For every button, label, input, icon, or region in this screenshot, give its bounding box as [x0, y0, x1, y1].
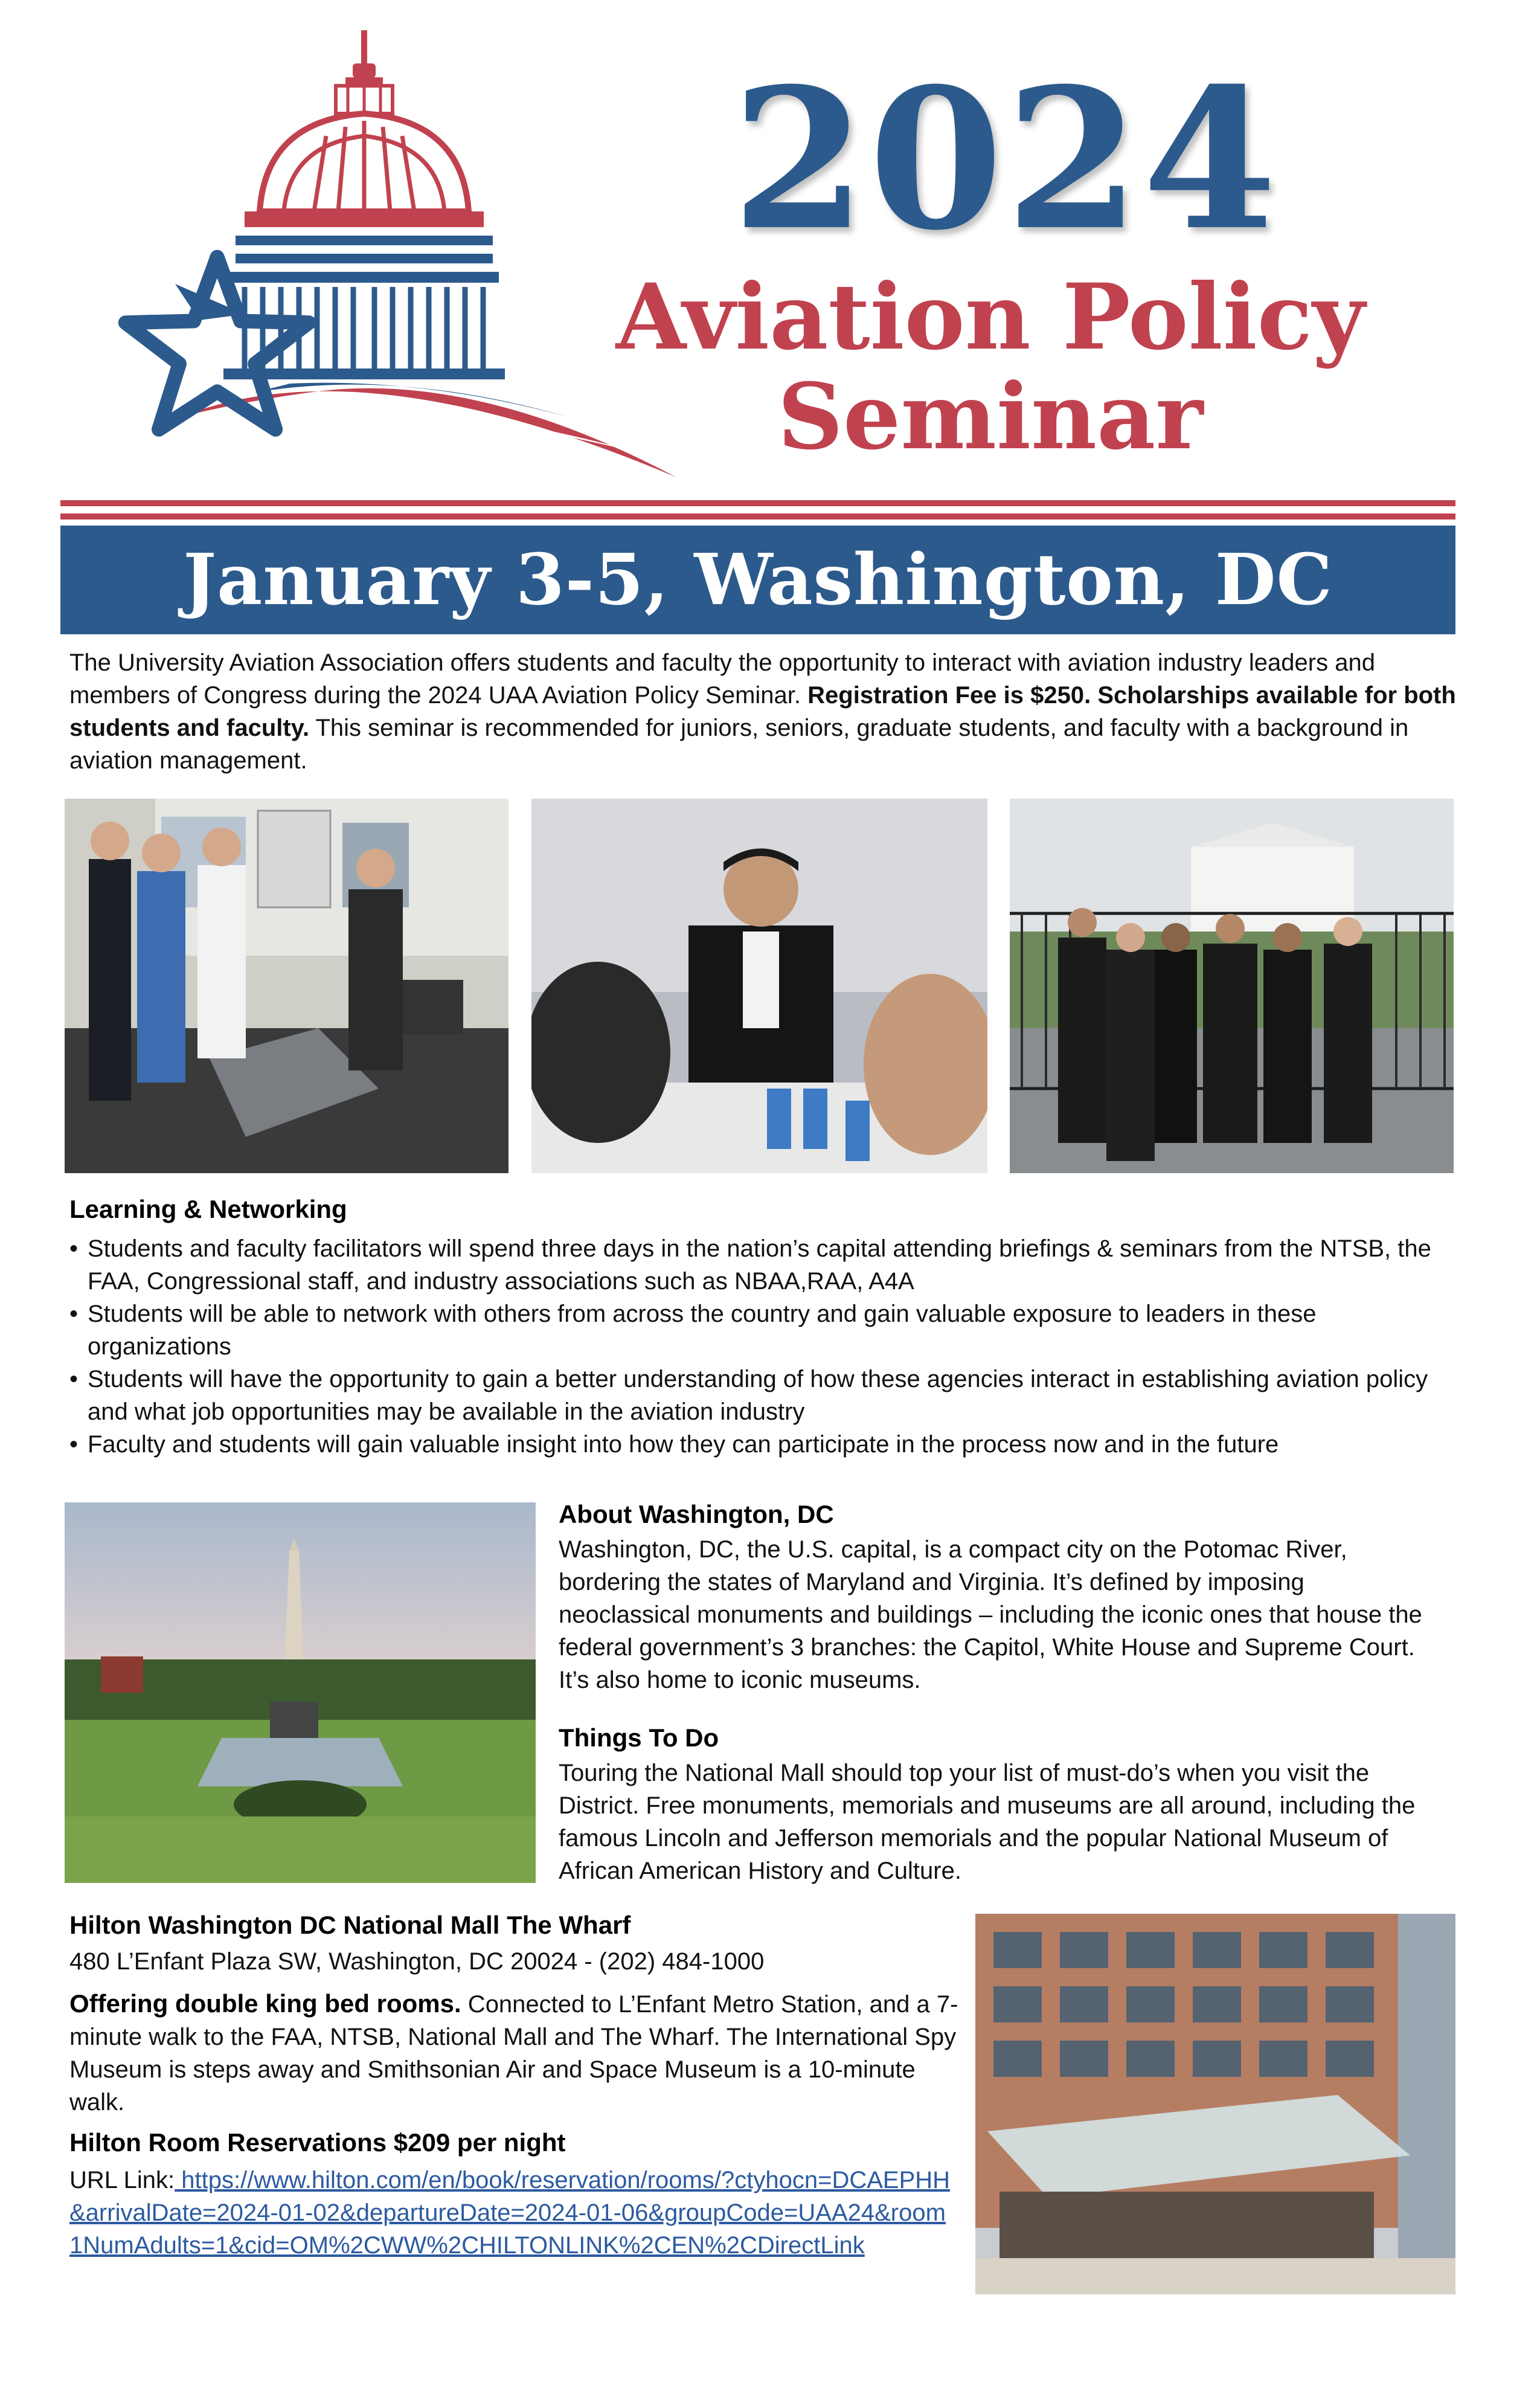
- about-paragraph: Washington, DC, the U.S. capital, is a compact city on the Potomac River, bordering the states of Maryland and Virginia. It’s defined by imposing neoclassical monuments and buildings – including the iconic ones that house the federal government’s 3 branches: the Capitol, White House and Supreme Court. It’s also home to iconic museums.: [559, 1536, 1422, 1693]
- learning-heading: Learning & Networking: [69, 1195, 347, 1223]
- photo-pilot-speaking: [531, 799, 987, 1173]
- event-title-line1: Aviation Policy: [615, 264, 1365, 370]
- photo-hilton-hotel: [975, 1914, 1455, 2294]
- list-item: • Students will be able to network with others from across the country and gain valuable exposure to leaders in these organizations: [69, 1298, 1458, 1363]
- reservation-link[interactable]: https://www.hilton.com/en/book/reservation/rooms/?ctyhocn=DCAEPHH&arrivalDate=2024-01-02&departureDate=2024-01-06&groupCode=UAA24&room1NumAdults=1&cid=OM%2CWW%2CHILTONLINK%2CEN%2CDirectLink: [69, 2167, 951, 2259]
- hotel-name: Hilton Washington DC National Mall The Wharf: [69, 1911, 631, 1939]
- date-location-banner: [60, 526, 1455, 634]
- reservation-url-block: [69, 2164, 957, 2262]
- intro-text-end: This seminar is recommended for juniors, seniors, graduate students, and faculty with a background in aviation management.: [69, 715, 1409, 774]
- url-label: URL Link:: [69, 2167, 175, 2193]
- intro-text: The University Aviation Association offers students and faculty the opportunity to interact with aviation industry leaders and members of Congress during the 2024 UAA Aviation Policy Seminar.: [69, 649, 1375, 709]
- list-item: • Students and faculty facilitators will spend three days in the nation’s capital attending briefings & seminars from the NTSB, the FAA, Congressional staff, and industry associations such as NBAA,RAA, A4A: [69, 1232, 1458, 1298]
- header-divider-line: [60, 500, 1455, 506]
- learning-bullet-list: [69, 1232, 1458, 1461]
- event-year: 2024: [731, 47, 1280, 273]
- photo-white-house-group: [1010, 799, 1454, 1173]
- about-heading: About Washington, DC: [559, 1500, 834, 1528]
- intro-fee-highlight: Registration Fee is $250. Scholarships available for both students and faculty.: [69, 682, 1456, 741]
- hotel-offer-highlight: Offering double king bed rooms.: [69, 1989, 461, 2018]
- hotel-address: 480 L’Enfant Plaza SW, Washington, DC 20024 - (202) 484-1000: [69, 1948, 765, 1975]
- event-title-line2: Seminar: [777, 364, 1204, 470]
- header-divider-line: [60, 513, 1455, 520]
- reservation-heading: Hilton Room Reservations $209 per night: [69, 2128, 566, 2157]
- hotel-offer-text: Connected to L’Enfant Metro Station, and a 7-minute walk to the FAA, NTSB, National Mall and The Wharf. The International Spy Museum is steps away and Smithsonian Air and Space Museum is a 10-minute walk.: [69, 1991, 958, 2116]
- list-item: • Students will have the opportunity to gain a better understanding of how these agencies interact in establishing aviation policy and what job opportunities may be available in the aviation industry: [69, 1363, 1458, 1428]
- date-location-text: January 3-5, Washington, DC: [183, 539, 1333, 621]
- things-to-do-heading: Things To Do: [559, 1723, 719, 1752]
- things-to-do-paragraph: Touring the National Mall should top your list of must-do’s when you visit the District. Free monuments, memorials and museums are all around, including the famous Lincoln and Jefferson memorials and the popular National Museum of African American History and Culture.: [559, 1760, 1416, 1884]
- intro-paragraph: [69, 646, 1458, 777]
- list-item: • Faculty and students will gain valuable insight into how they can participate in the process now and in the future: [69, 1428, 1458, 1461]
- photo-lab-briefing: [65, 799, 509, 1173]
- hotel-description: [69, 1987, 963, 2119]
- photo-washington-monument: [65, 1502, 536, 1883]
